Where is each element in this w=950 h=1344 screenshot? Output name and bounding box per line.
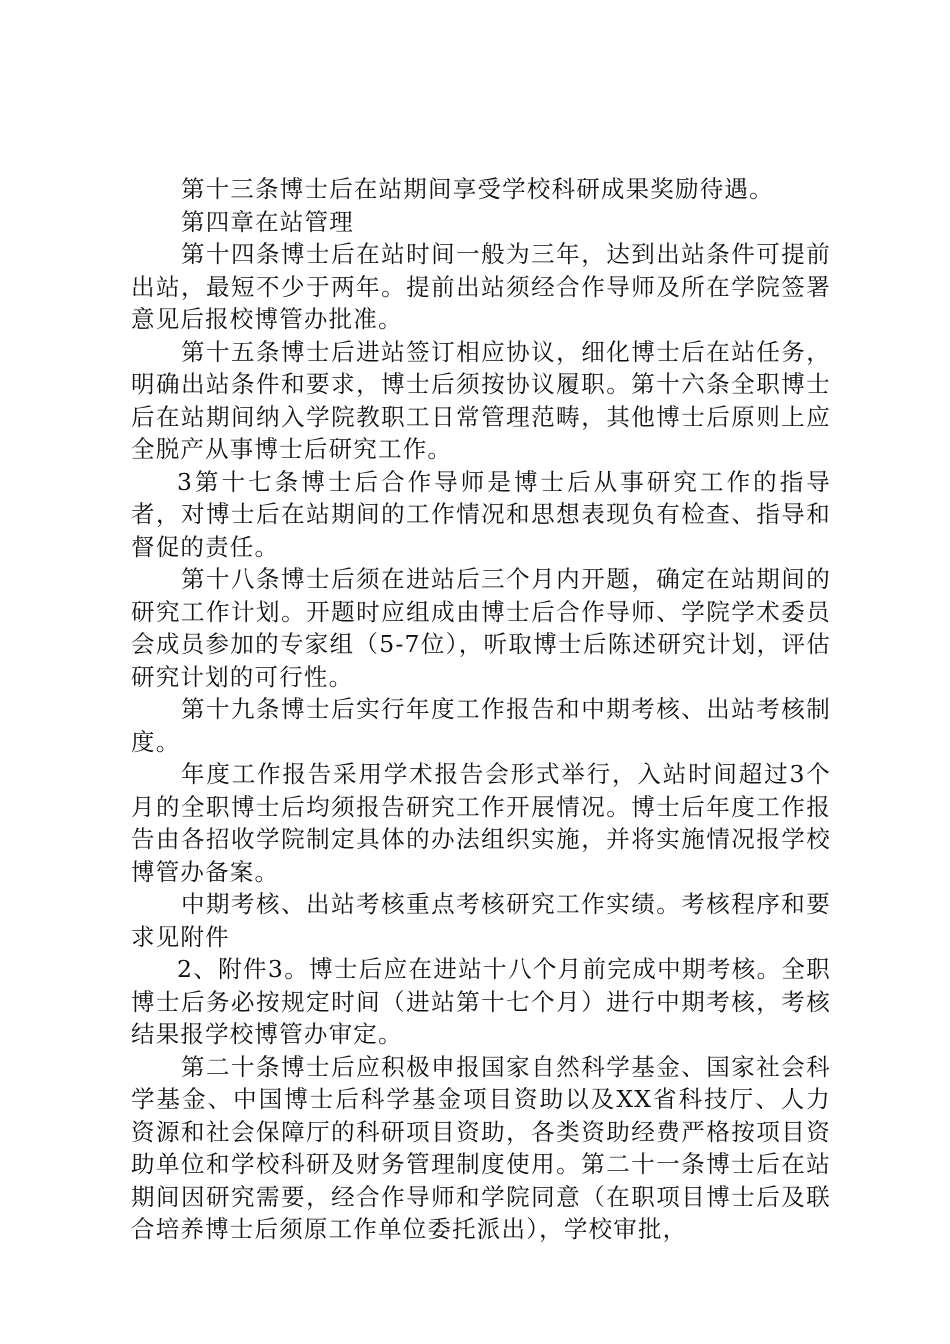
paragraph-article-19: 第十九条博士后实行年度工作报告和中期考核、出站考核制度。 (131, 695, 831, 756)
paragraph-article-20-21: 第二十条博士后应积极申报国家自然科学基金、国家社会科学基金、中国博士后科学基金项目资助以及XX省科技厅、人力资源和社会保障厅的科研项目资助，各类资助经费严格按项目资助单位和学校科研及财务管理制度使用。第二十一条博士后在站期间因研究需要，经合作导师和学院同意（在职项目博士后及联合培养博士后须原工作单位委托派出），学校审批， (131, 1052, 831, 1243)
paragraph-attachment: 2、附件3。博士后应在进站十八个月前完成中期考核。全职博士后务必按规定时间（进站第十七个月）进行中期考核，考核结果报学校博管办审定。 (131, 955, 831, 1048)
chapter-heading: 第四章在站管理 (181, 207, 354, 236)
paragraph-article-15-16: 第十五条博士后进站签订相应协议，细化博士后在站任务，明确出站条件和要求，博士后须按协议履职。第十六条全职博士后在站期间纳入学院教职工日常管理范畴，其他博士后原则上应全脱产从事博士后研究工作。 (131, 337, 831, 463)
document-body (131, 173, 831, 1246)
paragraph-article-18: 第十八条博士后须在进站后三个月内开题，确定在站期间的研究工作计划。开题时应组成由博士后合作导师、学院学术委员会成员参加的专家组（5-7位），听取博士后陈述研究计划，评估研究计划的可行性。 (131, 565, 831, 691)
paragraph-article-17: 3第十七条博士后合作导师是博士后从事研究工作的指导者，对博士后在站期间的工作情况和思想表现负有检查、指导和督促的责任。 (131, 467, 831, 561)
paragraph-assessment: 中期考核、出站考核重点考核研究工作实绩。考核程序和要求见附件 (131, 890, 831, 951)
paragraph-article-13: 第十三条博士后在站期间享受学校科研成果奖励待遇。 (181, 175, 774, 203)
paragraph-article-14: 第十四条博士后在站时间一般为三年，达到出站条件可提前出站，最短不少于两年。提前出站须经合作导师及所在学院签署意见后报校博管办批准。 (131, 240, 831, 333)
paragraph-annual-report: 年度工作报告采用学术报告会形式举行，入站时间超过3个月的全职博士后均须报告研究工作开展情况。博士后年度工作报告由各招收学院制定具体的办法组织实施，并将实施情况报学校博管办备案。 (131, 760, 831, 886)
